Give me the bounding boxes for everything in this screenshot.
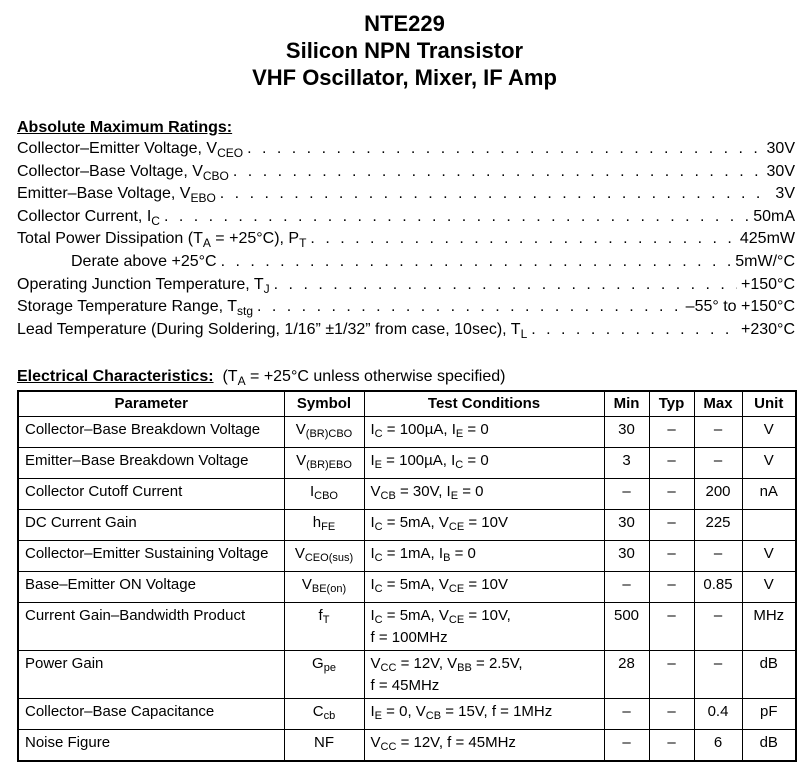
table-row (18, 417, 796, 448)
subscript: J (263, 281, 270, 296)
rating-row (17, 251, 795, 274)
subscript: L (520, 326, 528, 341)
min-cell: 500 (604, 603, 649, 651)
rating-value: 30V (766, 162, 795, 180)
test-conditions-cell: $I_C = 1mA$, $I_B = 0$ (364, 541, 604, 572)
parameter-cell: Current Gain–Bandwidth Product (18, 603, 284, 651)
subscript: T (322, 614, 330, 626)
column-header: Parameter (18, 391, 284, 417)
subscript: CBO (314, 490, 338, 502)
max-cell: 225 (694, 510, 742, 541)
symbol-cell: NF (284, 730, 364, 762)
rating-row (17, 319, 795, 342)
max-cell: 200 (694, 479, 742, 510)
symbol-cell: $V_{(BR)EBO}$ (284, 448, 364, 479)
unit-cell: V (742, 572, 796, 603)
subscript: CEO (217, 146, 244, 160)
subscript: FE (321, 521, 336, 533)
unit-cell: V (742, 448, 796, 479)
test-conditions-cell: $I_C = 5mA$, $V_{CE} = 10V$ (364, 510, 604, 541)
leader-dots (220, 183, 772, 206)
max-cell: 0.85 (694, 572, 742, 603)
rating-row (17, 206, 795, 229)
unit-cell: dB (742, 730, 796, 762)
max-cell: – (694, 417, 742, 448)
rating-label: Derate above +25°C (71, 252, 217, 270)
typ-cell: – (649, 479, 694, 510)
symbol-cell: $f_T$ (284, 603, 364, 651)
min-cell: 30 (604, 417, 649, 448)
unit-cell (742, 510, 796, 541)
test-conditions-cell: $I_C = 5mA$, $V_{CE} = 10V$ (364, 572, 604, 603)
symbol-cell: $h_{FE}$ (284, 510, 364, 541)
leader-dots (310, 228, 735, 251)
subscript: CE (448, 521, 465, 533)
application: VHF Oscillator, Mixer, IF Amp (252, 65, 557, 90)
table-row (18, 510, 796, 541)
typ-cell: – (649, 448, 694, 479)
unit-cell: pF (742, 699, 796, 730)
column-header: Unit (742, 391, 796, 417)
ec-condition: ($T_A = +25^\circ C$ unless otherwise specified) (222, 368, 506, 388)
subscript: E (450, 490, 459, 502)
subscript: C (374, 583, 383, 595)
subscript: stg (236, 304, 253, 319)
ratings-heading: Absolute Maximum Ratings: (17, 119, 233, 136)
rating-value: 30V (766, 140, 795, 157)
min-cell: – (604, 572, 649, 603)
typ-cell: – (649, 417, 694, 448)
electrical-characteristics-table (17, 390, 797, 762)
max-cell: – (694, 541, 742, 572)
unit-cell: nA (742, 479, 796, 510)
typ-cell: – (649, 699, 694, 730)
parameter-cell: Emitter–Base Breakdown Voltage (18, 448, 284, 479)
table-header-row (18, 391, 796, 417)
table-row (18, 603, 796, 651)
typ-cell: – (649, 541, 694, 572)
leader-dots (233, 161, 763, 184)
rating-value: 5mW/°C (735, 252, 795, 270)
column-header: Test Conditions (364, 391, 604, 417)
subscript: T (299, 236, 307, 251)
subscript: E (455, 428, 464, 440)
subscript: C (374, 552, 383, 564)
subscript: CE (448, 614, 465, 626)
device-type: Silicon NPN Transistor (285, 38, 524, 63)
rating-value: 3V (775, 185, 795, 203)
subscript: E (374, 459, 383, 471)
unit-cell: V (742, 417, 796, 448)
table-row (18, 448, 796, 479)
rating-value: –55° to +150°C (685, 298, 795, 316)
typ-cell: – (649, 651, 694, 699)
document-title (0, 10, 809, 91)
test-conditions-cell: $V_{CC} = 12V$, f = 45MHz (364, 730, 604, 762)
subscript: EBO (190, 191, 216, 206)
rating-label: Storage Temperature Range, $T_{stg}$ (17, 298, 253, 319)
rating-row (17, 274, 795, 297)
typ-cell: – (649, 603, 694, 651)
leader-dots (247, 138, 762, 161)
parameter-cell: Collector–Base Capacitance (18, 699, 284, 730)
typ-cell: – (649, 572, 694, 603)
symbol-cell: $I_{CBO}$ (284, 479, 364, 510)
parameter-cell: Base–Emitter ON Voltage (18, 572, 284, 603)
subscript: B (443, 552, 451, 564)
symbol-cell: $C_{cb}$ (284, 699, 364, 730)
rating-value: +150°C (741, 275, 795, 293)
leader-dots (531, 319, 737, 342)
min-cell: – (604, 730, 649, 762)
parameter-cell: Collector–Emitter Sustaining Voltage (18, 541, 284, 572)
subscript: CC (380, 741, 397, 753)
min-cell: 30 (604, 510, 649, 541)
subscript: A (202, 236, 211, 251)
test-conditions-cell: $I_E = 0$, $V_{CB} = 15V$, f = 1MHz (364, 699, 604, 730)
parameter-cell: DC Current Gain (18, 510, 284, 541)
parameter-cell: Noise Figure (18, 730, 284, 762)
test-conditions-cell: $I_E = 100\mu A$, $I_C = 0$ (364, 448, 604, 479)
rating-value: 425mW (739, 230, 795, 248)
leader-dots (221, 251, 732, 274)
rating-value: 50mA (753, 207, 795, 225)
max-cell: – (694, 448, 742, 479)
rating-label: Operating Junction Temperature, $T_J$ (17, 275, 270, 296)
max-cell: 6 (694, 730, 742, 762)
subscript: C (374, 428, 383, 440)
subscript: C (455, 459, 464, 471)
subscript: cb (323, 710, 336, 722)
max-cell: – (694, 603, 742, 651)
subscript: CE (448, 583, 465, 595)
unit-cell: dB (742, 651, 796, 699)
leader-dots (274, 274, 737, 297)
subscript: BE(on) (311, 583, 347, 595)
rating-label: Lead Temperature (During Soldering, 1/16” ±1/32” from case, 10sec), $T_L$ (17, 320, 528, 341)
table-row (18, 541, 796, 572)
leader-dots (164, 206, 749, 229)
subscript: CEO(sus) (304, 552, 354, 564)
subscript: C (374, 614, 383, 626)
table-row (18, 699, 796, 730)
min-cell: – (604, 699, 649, 730)
rating-label: Collector Current, $I_C$ (17, 207, 160, 228)
column-header: Min (604, 391, 649, 417)
test-conditions-cell: $I_C = 100\mu A$, $I_E = 0$ (364, 417, 604, 448)
parameter-cell: Collector–Base Breakdown Voltage (18, 417, 284, 448)
max-cell: – (694, 651, 742, 699)
rating-label: Collector–Base Voltage, $V_{CBO}$ (17, 162, 229, 183)
column-header: Symbol (284, 391, 364, 417)
subscript: C (151, 213, 160, 228)
max-cell: 0.4 (694, 699, 742, 730)
subscript: C (374, 521, 383, 533)
rating-value: +230°C (741, 320, 795, 338)
subscript: pe (323, 662, 336, 674)
subscript: (BR)CBO (305, 428, 353, 440)
test-conditions-cell: $V_{CB} = 30V$, $I_E = 0$ (364, 479, 604, 510)
parameter-cell: Power Gain (18, 651, 284, 699)
rating-row (17, 296, 795, 319)
rating-row (17, 161, 795, 184)
symbol-cell: $V_{BE(on)}$ (284, 572, 364, 603)
subscript: CB (425, 710, 442, 722)
typ-cell: – (649, 730, 694, 762)
column-header: Max (694, 391, 742, 417)
min-cell: 30 (604, 541, 649, 572)
min-cell: 28 (604, 651, 649, 699)
test-conditions-cell: $I_C = 5mA$, $V_{CE} = 10V$, f = 100MHz (364, 603, 604, 651)
electrical-characteristics-heading (17, 367, 505, 391)
min-cell: – (604, 479, 649, 510)
table-row (18, 572, 796, 603)
subscript: CC (380, 662, 397, 674)
subscript: CBO (202, 168, 229, 183)
symbol-cell: $G_{pe}$ (284, 651, 364, 699)
rating-row (17, 183, 795, 206)
table-row (18, 651, 796, 699)
parameter-cell: Collector Cutoff Current (18, 479, 284, 510)
min-cell: 3 (604, 448, 649, 479)
absolute-maximum-ratings (17, 118, 795, 341)
table-row (18, 730, 796, 762)
subscript: CB (380, 490, 396, 502)
unit-cell: MHz (742, 603, 796, 651)
subscript: BB (457, 662, 472, 674)
part-number: NTE229 (364, 11, 445, 36)
ec-heading: Electrical Characteristics: (17, 368, 214, 385)
table-row (18, 479, 796, 510)
subscript: E (374, 710, 383, 722)
rating-row (17, 228, 795, 251)
test-conditions-cell: $V_{CC} = 12V$, $V_{BB} = 2.5V$, f = 45MHz (364, 651, 604, 699)
leader-dots (257, 296, 682, 319)
rating-label: Total Power Dissipation $(T_A = +25^\circ C)$, $P_T$ (17, 230, 307, 251)
unit-cell: V (742, 541, 796, 572)
symbol-cell: $V_{(BR)CBO}$ (284, 417, 364, 448)
rating-row (17, 138, 795, 161)
typ-cell: – (649, 510, 694, 541)
symbol-cell: $V_{CEO(sus)}$ (284, 541, 364, 572)
subscript: (BR)EBO (306, 459, 352, 471)
rating-label: Collector–Emitter Voltage, $V_{CEO}$ (17, 140, 244, 160)
column-header: Typ (649, 391, 694, 417)
rating-label: Emitter–Base Voltage, $V_{EBO}$ (17, 185, 216, 206)
